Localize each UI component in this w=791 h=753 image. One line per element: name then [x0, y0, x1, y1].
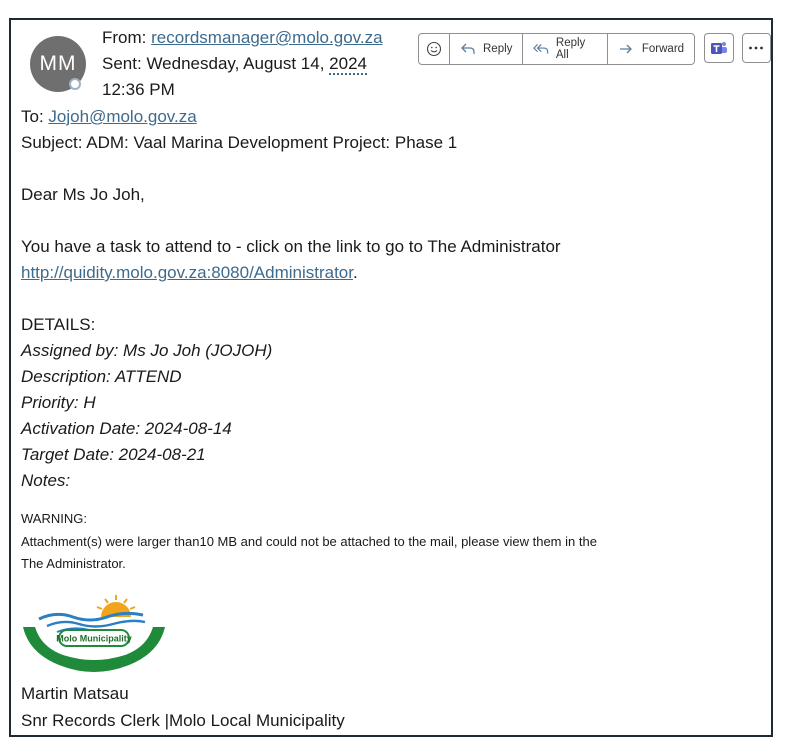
sent-time: 12:36 PM — [102, 80, 175, 99]
forward-label: Forward — [641, 43, 685, 55]
reply-button[interactable] — [449, 34, 522, 64]
from-label: From: — [102, 28, 147, 47]
from-email-link[interactable]: recordsmanager@molo.gov.za — [151, 28, 383, 47]
warning-heading: WARNING: — [21, 511, 87, 526]
detail-description: Description: ATTEND — [21, 367, 182, 386]
to-label: To: — [21, 107, 44, 126]
warning-line-1: Attachment(s) were larger than10 MB and could not be attached to the mail, please view them in the — [21, 533, 597, 549]
sent-label: Sent: — [102, 54, 142, 73]
sent-date: Wednesday, August 14, — [146, 54, 325, 73]
logo-text: Molo Municipality — [56, 633, 132, 644]
administrator-link[interactable]: http://quidity.molo.gov.za:8080/Administrator — [21, 263, 353, 282]
signature-block — [21, 680, 345, 734]
presence-status-icon — [69, 78, 81, 90]
link-line — [21, 260, 761, 286]
message-toolbar — [418, 33, 771, 63]
detail-notes: Notes: — [21, 471, 71, 490]
link-suffix: . — [353, 263, 358, 282]
reply-all-button[interactable] — [522, 34, 606, 64]
more-icon — [748, 46, 764, 50]
details-heading: DETAILS: — [21, 315, 96, 334]
sent-year[interactable]: 2024 — [329, 54, 367, 73]
detail-target-date: Target Date: 2024-08-21 — [21, 445, 206, 464]
detail-priority: Priority: H — [21, 393, 96, 412]
forward-button[interactable] — [607, 34, 694, 64]
from-line — [102, 28, 383, 48]
molo-municipality-logo — [21, 593, 167, 677]
email-body — [21, 104, 761, 576]
teams-icon — [710, 40, 728, 56]
reaction-button[interactable] — [419, 34, 449, 64]
email-reading-pane — [9, 18, 773, 737]
greeting: Dear Ms Jo Joh, — [21, 185, 145, 204]
intro-text: You have a task to attend to - click on the link to go to The Administrator — [21, 237, 561, 256]
forward-icon — [618, 42, 634, 56]
subject-text: ADM: Vaal Marina Development Project: Phase 1 — [86, 133, 458, 152]
avatar-initials: MM — [39, 52, 77, 75]
to-line — [21, 104, 761, 130]
to-email-link[interactable]: Jojoh@molo.gov.za — [48, 107, 197, 126]
reply-all-label: Reply All — [555, 37, 586, 61]
warning-line-2: The Administrator. — [21, 556, 126, 571]
subject-line — [21, 130, 761, 156]
teams-button[interactable] — [704, 33, 733, 63]
reply-icon — [460, 42, 476, 56]
more-actions-button[interactable] — [742, 33, 771, 63]
subject-label: Subject: — [21, 133, 83, 152]
detail-activation-date: Activation Date: 2024-08-14 — [21, 419, 232, 438]
signature-name: Martin Matsau — [21, 684, 129, 703]
reply-label: Reply — [483, 43, 513, 55]
action-button-group — [418, 33, 695, 65]
smiley-icon — [426, 41, 442, 57]
detail-assigned-by: Assigned by: Ms Jo Joh (JOJOH) — [21, 341, 273, 360]
signature-title: Snr Records Clerk |Molo Local Municipality — [21, 711, 345, 730]
sent-line — [102, 54, 367, 74]
reply-all-icon — [533, 42, 549, 56]
